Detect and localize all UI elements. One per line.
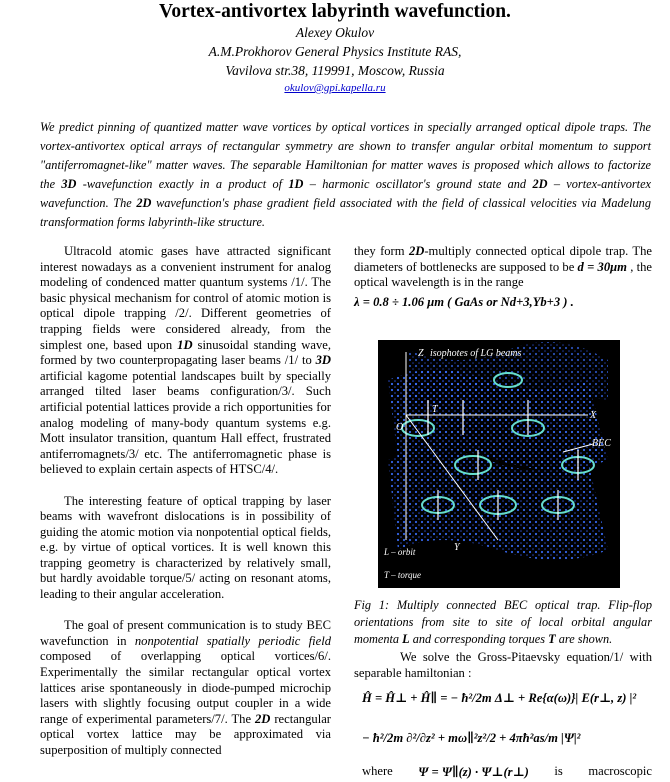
paragraph-goal: The goal of present communication is to study BEC wavefunction in nonpotential spatially periodic field composed of overlapping optical vortices/6/. Experimentally the similar rectangular optical vortex lattices arise spontaneously in diode-pumped microchip lasers with slightly focusing output coupler in a wide range of experimental parameters/7/. The 2D rectangular optical vortex lattice may be approximated via superposition of multiply connected [40,618,331,757]
label-t: T [432,404,438,415]
address: Vavilova str.38, 119991, Moscow, Russia [225,63,445,78]
where-line: where Ψ = Ψ∥(z) · Ψ⊥(r⊥) is macroscopic [362,764,652,779]
label-torque: T – torque [384,570,422,580]
label-isophotes: isophotes of LG beams [430,348,522,359]
right-column-top: they form 2D-multiply connected optical dipole trap. The diameters of bottlenecks are supposed to be d = 30μm , the optical wavelength is in the range λ = 0.8 ÷ 1.06 μm ( GaAs or Nd+3,Yb+3 ) . [354,244,652,309]
label-bec: BEC [592,438,611,449]
abstract: We predict pinning of quantized matter wave vortices by optical vortices in specially arranged optical dipole traps. The vortex-antivortex optical arrays of rectangular symmetry are shown to transfer angular orbital momentum to support "antiferromagnet-like" matter waves. The separable Hamiltonian for matter waves is proposed which allows to factorize the 3D -wavefunction exactly in a product of 1D – harmonic oscillator's ground state and 2D – vortex-antivortex wavefunction. The 2D wavefunction's phase gradient field associated with the field of classical velocities via Madelung transformation forms labyrinth-like structure. [40,120,651,229]
left-column [40,244,331,774]
label-x: X [590,410,597,421]
author-name: Alexey Okulov [295,25,375,40]
label-orbit: L – orbit [384,547,416,557]
hamiltonian-eq-1: Ĥ = Ĥ⊥ + Ĥ∥ = − ħ²/2m Δ⊥ + Re{α(ω)}| E(r⊥, z) |² [362,691,637,705]
author-email[interactable] [0,82,670,94]
wavelength-range-equation: λ = 0.8 ÷ 1.06 μm ( GaAs or Nd+3,Yb+3 ) . [354,294,574,309]
figure-canvas [378,340,620,588]
hamiltonian-eq-2: − ħ²/2m ∂²/∂z² + mω∥²z²/2 + 4πħ²as/m |Ψ|² [362,731,581,745]
label-o: O [396,422,404,433]
paper-title: Vortex-antivortex labyrinth wavefunction. [159,1,511,22]
solve-paragraph: We solve the Gross-Pitaevsky equation/1/ with separable hamiltonian : [354,650,652,680]
paragraph-vortex-trapping: The interesting feature of optical trapping by laser beams with wavefront dislocations is in possibility of guiding the atomic motion via nonpotential optical fields, e.g. by virtue of optical vortices. It is well known this trapping geometry is characterized by relatively small, but hardly avoidable torque/5/ acting on resonant atoms, leading to their angular acceleration. [40,493,331,602]
email-link[interactable]: okulov@gpi.kapella.ru [284,82,386,94]
paragraph-intro: Ultracold atomic gases have attracted significant interest nowadays as a convenient instrument for analog modeling of condenced matter quantum systems /1/. The basic physical mechanism for control of atomic motion is optical dipole trapping /2/. Different geometries of trapping fields were considered already, from the simplest one, based upon 1D sinusoidal standing wave, formed by two counterpropagating laser beams /1/ to 3D artificial kagome potential landscapes built by specially arranged tilted laser beams configuration/3/. Such artificial potential lattices provide a rich opportunities for analog modeling of many-body quantum systems e.g. Mott insulator transition, quantum Hall effect, frustrated antiferromagnets/3/ etc. The antiferromagnetic phase is believed to explain certain aspects of HTSC/4/. [40,244,331,477]
affiliation: A.M.Prokhorov General Physics Institute RAS, [208,44,462,59]
figure-bec-trap [378,340,620,588]
label-y: Y [454,542,460,553]
figure-caption: Fig 1: Multiply connected BEC optical trap. Flip-flop orientations from site to site of local orbital angular momenta L and corresponding torques T are shown. [354,598,652,646]
label-z: Z [418,348,424,359]
right-column-lower [354,650,652,681]
